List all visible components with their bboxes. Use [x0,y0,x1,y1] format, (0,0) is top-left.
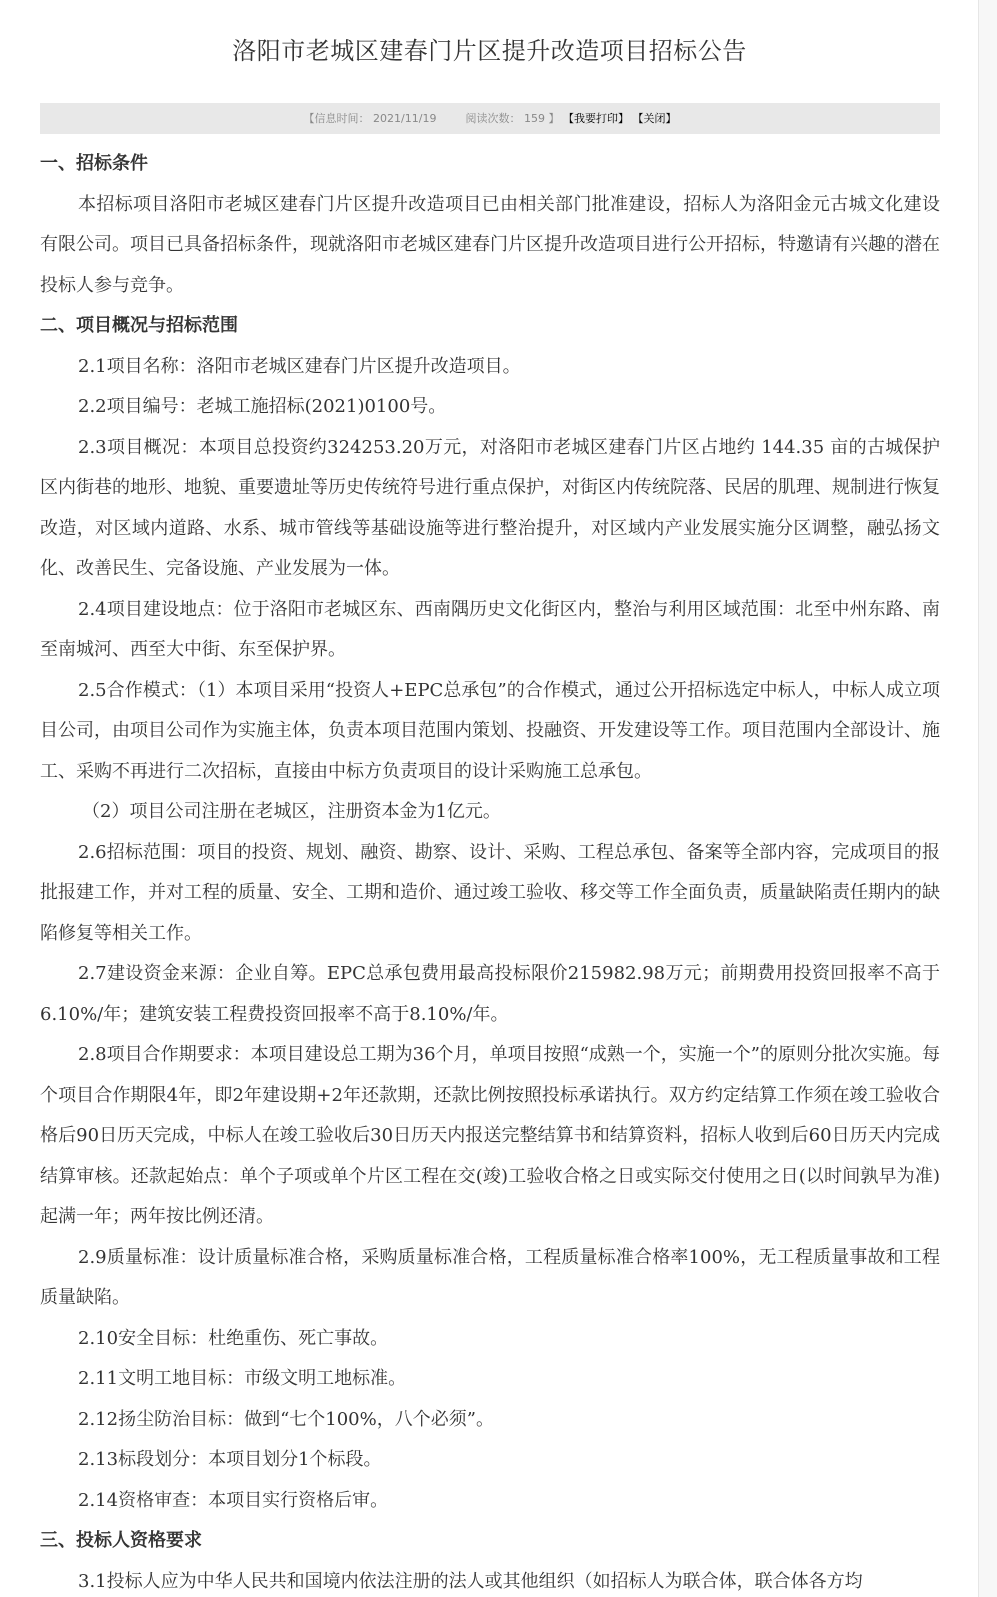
paragraph-2-6: 2.6招标范围：项目的投资、规划、融资、勘察、设计、采购、工程总承包、备案等全部内容，完成项目的报批报建工作，并对工程的质量、安全、工期和造价、通过竣工验收、移交等工作全面负责，质量缺陷责任期内的缺陷修复等相关工作。 [40,841,940,944]
section-heading-2: 二、项目概况与招标范围 [40,315,238,336]
info-views-label: 阅读次数： [465,112,521,125]
info-bracket-close: 】 [548,112,560,125]
article-body [40,144,940,1597]
paragraph-2-10: 2.10安全目标：杜绝重伤、死亡事故。 [78,1327,389,1349]
paragraph-2-2: 2.2项目编号：老城工施招标(2021)0100号。 [78,396,447,417]
close-link[interactable]: 【关闭】 [632,112,677,125]
info-time-label: 【信息时间： [303,112,370,125]
paragraph-2-5: 2.5合作模式：（1）本项目采用“投资人+EPC总承包”的合作模式，通过公开招标选定中标人，中标人成立项目公司，由项目公司作为实施主体，负责本项目范围内策划、投融资、开发建设等工作。项目范围内全部设计、施工、采购不再进行二次招标，直接由中标方负责项目的设计采购施工总承包。 [40,679,940,782]
paragraph-2-7: 2.7建设资金来源：企业自筹。EPC总承包费用最高投标限价215982.98万元；前期费用投资回报率不高于6.10%/年；建筑安装工程费投资回报率不高于8.10%/年。 [40,963,940,1025]
vertical-scrollbar[interactable] [978,0,997,1597]
paragraph-2-3: 2.3项目概况：本项目总投资约324253.20万元，对洛阳市老城区建春门片区占地约 144.35 亩的古城保护区内街巷的地形、地貌、重要遗址等历史传统符号进行重点保护，对街区内传统院落、民居的肌理、规制进行恢复改造，对区域内道路、水系、城市管线等基础设施等进行整治提升，对区域内产业发展实施分区调整，融弘扬文化、改善民生、完备设施、产业发展为一体。 [40,436,940,579]
paragraph-2-13: 2.13标段划分：本项目划分1个标段。 [78,1449,382,1470]
paragraph-1: 本招标项目洛阳市老城区建春门片区提升改造项目已由相关部门批准建设，招标人为洛阳金元古城文化建设有限公司。项目已具备招标条件，现就洛阳市老城区建春门片区提升改造项目进行公开招标，特邀请有兴趣的潜在投标人参与竞争。 [40,193,940,296]
paragraph-2-5b: （2）项目公司注册在老城区，注册资本金为1亿元。 [82,801,501,822]
section-heading-3: 三、投标人资格要求 [40,1530,202,1551]
paragraph-2-1: 2.1项目名称：洛阳市老城区建春门片区提升改造项目。 [78,355,521,377]
page-title: 洛阳市老城区建春门片区提升改造项目招标公告 [232,37,747,65]
paragraph-2-14: 2.14资格审查：本项目实行资格后审。 [78,1489,389,1511]
info-bar [40,103,940,134]
print-link[interactable]: 【我要打印】 [562,112,629,125]
paragraph-2-12: 2.12扬尘防治目标：做到“七个100%，八个必须”。 [78,1408,494,1430]
paragraph-3-1: 3.1投标人应为中华人民共和国境内依法注册的法人或其他组织（如招标人为联合体，联合体各方均 [78,1570,863,1592]
paragraph-2-11: 2.11文明工地目标：市级文明工地标准。 [78,1368,407,1389]
section-heading-1: 一、招标条件 [40,153,148,174]
paragraph-2-4: 2.4项目建设地点：位于洛阳市老城区东、西南隅历史文化街区内，整治与利用区域范围：北至中州东路、南至南城河、西至大中街、东至保护界。 [40,598,940,660]
info-time-value: 2021/11/19 [373,112,437,125]
info-views-value: 159 [523,112,545,125]
paragraph-2-8: 2.8项目合作期要求：本项目建设总工期为36个月，单项目按照“成熟一个，实施一个”的原则分批次实施。每个项目合作期限4年，即2年建设期+2年还款期，还款比例按照投标承诺执行。双方约定结算工作须在竣工验收合格后90日历天完成，中标人在竣工验收后30日历天内报送完整结算书和结算资料，招标人收到后60日历天内完成结算审核。还款起始点：单个子项或单个片区工程在交(竣)工验收合格之日或实际交付使用之日(以时间孰早为准)起满一年；两年按比例还清。 [40,1044,940,1227]
paragraph-2-9: 2.9质量标准：设计质量标准合格，采购质量标准合格，工程质量标准合格率100%，无工程质量事故和工程质量缺陷。 [40,1246,940,1308]
